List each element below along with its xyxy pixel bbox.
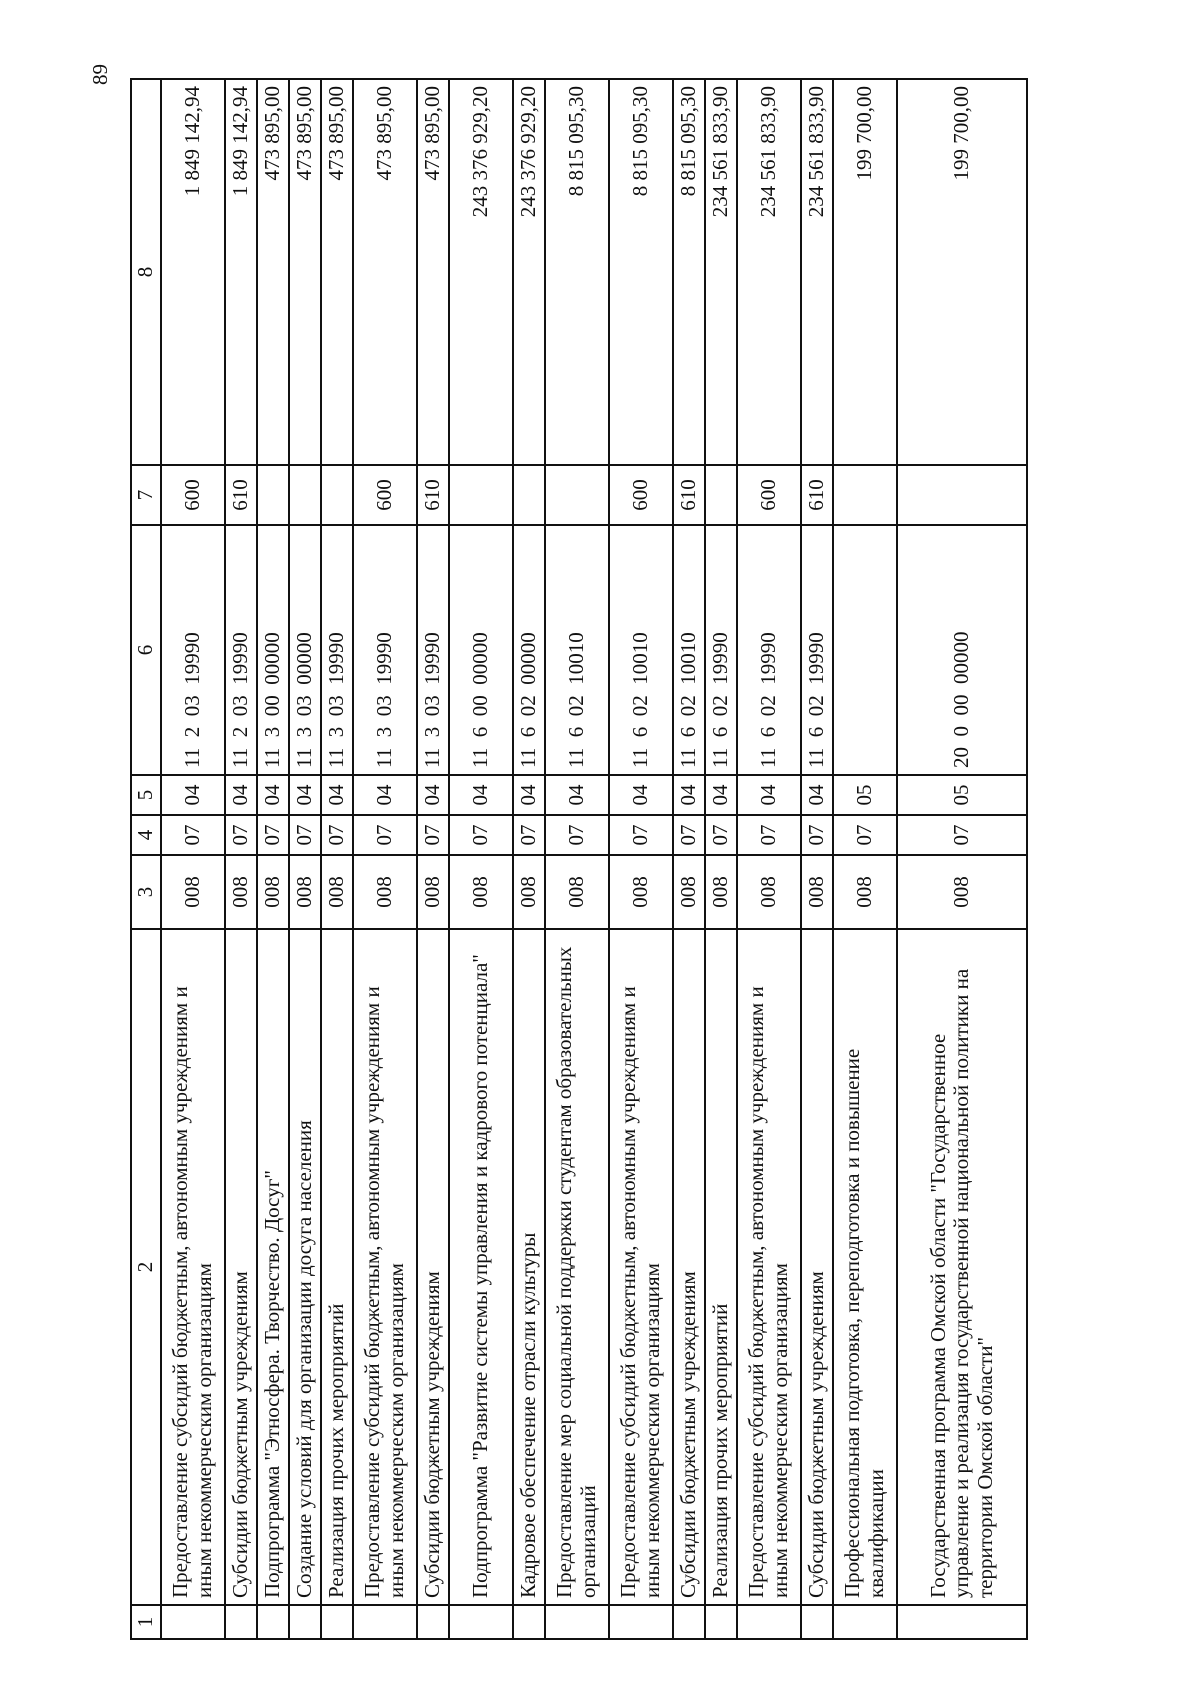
row-index-cell — [449, 1605, 513, 1639]
grbs-cell: 008 — [257, 855, 289, 929]
column-header: 3 — [131, 855, 161, 929]
section-cell: 07 — [353, 815, 417, 855]
expense-type-cell: 600 — [609, 465, 673, 525]
expense-type-cell — [545, 465, 609, 525]
section-cell: 07 — [321, 815, 353, 855]
subsection-cell: 04 — [321, 775, 353, 815]
table-row — [321, 79, 353, 1639]
row-index-cell — [897, 1605, 1027, 1639]
grbs-cell: 008 — [737, 855, 801, 929]
target-article-cell: 11 3 00 00000 — [257, 525, 289, 775]
grbs-cell: 008 — [801, 855, 833, 929]
amount-cell: 1 849 142,94 — [161, 79, 225, 465]
column-header: 1 — [131, 1605, 161, 1639]
grbs-cell: 008 — [673, 855, 705, 929]
item-name-cell: Предоставление мер социальной поддержки студентам образовательных организаций — [545, 929, 609, 1605]
item-name-cell: Создание условий для организации досуга населения — [289, 929, 321, 1605]
row-index-cell — [225, 1605, 257, 1639]
subsection-cell: 04 — [289, 775, 321, 815]
target-article-cell: 11 3 03 19990 — [321, 525, 353, 775]
table-row — [673, 79, 705, 1639]
row-index-cell — [833, 1605, 897, 1639]
table-row — [833, 79, 897, 1639]
target-article-cell: 11 6 02 10010 — [673, 525, 705, 775]
target-article-cell: 11 2 03 19990 — [161, 525, 225, 775]
column-header: 5 — [131, 775, 161, 815]
amount-cell: 234 561 833,90 — [705, 79, 737, 465]
subsection-cell: 04 — [417, 775, 449, 815]
table-row — [705, 79, 737, 1639]
expense-type-cell: 600 — [161, 465, 225, 525]
target-article-cell: 11 6 02 19990 — [801, 525, 833, 775]
item-name-cell: Государственная программа Омской области "Государственное управление и реализация государственной национальной политики на территории Омской области" — [897, 929, 1027, 1605]
item-name-cell: Субсидии бюджетным учреждениям — [673, 929, 705, 1605]
amount-cell: 199 700,00 — [833, 79, 897, 465]
grbs-cell: 008 — [449, 855, 513, 929]
header-row — [131, 79, 161, 1639]
target-article-cell: 11 3 03 19990 — [417, 525, 449, 775]
amount-cell: 1 849 142,94 — [225, 79, 257, 465]
item-name-cell: Предоставление субсидий бюджетным, автономным учреждениям и иным некоммерческим организациям — [609, 929, 673, 1605]
section-cell: 07 — [289, 815, 321, 855]
subsection-cell: 04 — [801, 775, 833, 815]
subsection-cell: 04 — [257, 775, 289, 815]
row-index-cell — [353, 1605, 417, 1639]
grbs-cell: 008 — [705, 855, 737, 929]
item-name-cell: Реализация прочих мероприятий — [321, 929, 353, 1605]
subsection-cell: 05 — [833, 775, 897, 815]
subsection-cell: 04 — [225, 775, 257, 815]
row-index-cell — [257, 1605, 289, 1639]
subsection-cell: 04 — [545, 775, 609, 815]
target-article-cell: 11 2 03 19990 — [225, 525, 257, 775]
column-header: 8 — [131, 79, 161, 465]
budget-table — [130, 78, 1028, 1640]
grbs-cell: 008 — [353, 855, 417, 929]
section-cell: 07 — [737, 815, 801, 855]
section-cell: 07 — [705, 815, 737, 855]
amount-cell: 473 895,00 — [417, 79, 449, 465]
amount-cell: 234 561 833,90 — [737, 79, 801, 465]
grbs-cell: 008 — [417, 855, 449, 929]
amount-cell: 243 376 929,20 — [449, 79, 513, 465]
item-name-cell: Предоставление субсидий бюджетным, автономным учреждениям и иным некоммерческим организациям — [353, 929, 417, 1605]
section-cell: 07 — [417, 815, 449, 855]
expense-type-cell — [897, 465, 1027, 525]
subsection-cell: 05 — [897, 775, 1027, 815]
expense-type-cell: 600 — [737, 465, 801, 525]
row-index-cell — [289, 1605, 321, 1639]
amount-cell: 8 815 095,30 — [609, 79, 673, 465]
grbs-cell: 008 — [289, 855, 321, 929]
subsection-cell: 04 — [673, 775, 705, 815]
item-name-cell: Профессиональная подготовка, переподготовка и повышение квалификации — [833, 929, 897, 1605]
subsection-cell: 04 — [513, 775, 545, 815]
amount-cell: 243 376 929,20 — [513, 79, 545, 465]
amount-cell: 473 895,00 — [321, 79, 353, 465]
table-row — [225, 79, 257, 1639]
amount-cell: 473 895,00 — [353, 79, 417, 465]
amount-cell: 199 700,00 — [897, 79, 1027, 465]
target-article-cell: 11 6 02 00000 — [513, 525, 545, 775]
table-row — [737, 79, 801, 1639]
expense-type-cell — [513, 465, 545, 525]
item-name-cell: Кадровое обеспечение отрасли культуры — [513, 929, 545, 1605]
table-row — [897, 79, 1027, 1639]
subsection-cell: 04 — [705, 775, 737, 815]
item-name-cell: Предоставление субсидий бюджетным, автономным учреждениям и иным некоммерческим организациям — [161, 929, 225, 1605]
row-index-cell — [705, 1605, 737, 1639]
section-cell: 07 — [449, 815, 513, 855]
target-article-cell: 11 3 03 19990 — [353, 525, 417, 775]
expense-type-cell — [833, 465, 897, 525]
expense-type-cell: 600 — [353, 465, 417, 525]
subsection-cell: 04 — [449, 775, 513, 815]
target-article-cell — [833, 525, 897, 775]
expense-type-cell: 610 — [673, 465, 705, 525]
grbs-cell: 008 — [321, 855, 353, 929]
section-cell: 07 — [801, 815, 833, 855]
subsection-cell: 04 — [609, 775, 673, 815]
item-name-cell: Подпрограмма "Развитие системы управления и кадрового потенциала" — [449, 929, 513, 1605]
section-cell: 07 — [257, 815, 289, 855]
grbs-cell: 008 — [609, 855, 673, 929]
row-index-cell — [609, 1605, 673, 1639]
row-index-cell — [801, 1605, 833, 1639]
section-cell: 07 — [609, 815, 673, 855]
section-cell: 07 — [161, 815, 225, 855]
column-header: 4 — [131, 815, 161, 855]
section-cell: 07 — [225, 815, 257, 855]
table-row — [545, 79, 609, 1639]
subsection-cell: 04 — [737, 775, 801, 815]
page-number: 89 — [88, 64, 112, 85]
row-index-cell — [545, 1605, 609, 1639]
table-row — [353, 79, 417, 1639]
expense-type-cell: 610 — [801, 465, 833, 525]
subsection-cell: 04 — [353, 775, 417, 815]
table-row — [513, 79, 545, 1639]
grbs-cell: 008 — [545, 855, 609, 929]
expense-type-cell — [449, 465, 513, 525]
section-cell: 07 — [545, 815, 609, 855]
grbs-cell: 008 — [161, 855, 225, 929]
item-name-cell: Субсидии бюджетным учреждениям — [225, 929, 257, 1605]
item-name-cell: Предоставление субсидий бюджетным, автономным учреждениям и иным некоммерческим организациям — [737, 929, 801, 1605]
section-cell: 07 — [513, 815, 545, 855]
amount-cell: 234 561 833,90 — [801, 79, 833, 465]
table-row — [417, 79, 449, 1639]
expense-type-cell: 610 — [417, 465, 449, 525]
section-cell: 07 — [673, 815, 705, 855]
rotated-table-container — [88, 64, 1040, 1640]
section-cell: 07 — [833, 815, 897, 855]
item-name-cell: Субсидии бюджетным учреждениям — [417, 929, 449, 1605]
table-row — [609, 79, 673, 1639]
row-index-cell — [673, 1605, 705, 1639]
target-article-cell: 11 6 00 00000 — [449, 525, 513, 775]
expense-type-cell: 610 — [225, 465, 257, 525]
section-cell: 07 — [897, 815, 1027, 855]
amount-cell: 473 895,00 — [289, 79, 321, 465]
table-row — [161, 79, 225, 1639]
grbs-cell: 008 — [897, 855, 1027, 929]
expense-type-cell — [257, 465, 289, 525]
target-article-cell: 11 6 02 19990 — [705, 525, 737, 775]
table-row — [801, 79, 833, 1639]
target-article-cell: 20 0 00 00000 — [897, 525, 1027, 775]
item-name-cell: Подпрограмма "Этносфера. Творчество. Досуг" — [257, 929, 289, 1605]
column-header: 7 — [131, 465, 161, 525]
row-index-cell — [161, 1605, 225, 1639]
row-index-cell — [737, 1605, 801, 1639]
target-article-cell: 11 3 03 00000 — [289, 525, 321, 775]
grbs-cell: 008 — [513, 855, 545, 929]
item-name-cell: Субсидии бюджетным учреждениям — [801, 929, 833, 1605]
column-header: 6 — [131, 525, 161, 775]
column-header: 2 — [131, 929, 161, 1605]
subsection-cell: 04 — [161, 775, 225, 815]
grbs-cell: 008 — [225, 855, 257, 929]
row-index-cell — [513, 1605, 545, 1639]
amount-cell: 8 815 095,30 — [545, 79, 609, 465]
grbs-cell: 008 — [833, 855, 897, 929]
target-article-cell: 11 6 02 10010 — [545, 525, 609, 775]
target-article-cell: 11 6 02 19990 — [737, 525, 801, 775]
expense-type-cell — [289, 465, 321, 525]
table-row — [289, 79, 321, 1639]
target-article-cell: 11 6 02 10010 — [609, 525, 673, 775]
expense-type-cell — [705, 465, 737, 525]
row-index-cell — [417, 1605, 449, 1639]
amount-cell: 473 895,00 — [257, 79, 289, 465]
row-index-cell — [321, 1605, 353, 1639]
table-row — [449, 79, 513, 1639]
amount-cell: 8 815 095,30 — [673, 79, 705, 465]
item-name-cell: Реализация прочих мероприятий — [705, 929, 737, 1605]
table-row — [257, 79, 289, 1639]
expense-type-cell — [321, 465, 353, 525]
